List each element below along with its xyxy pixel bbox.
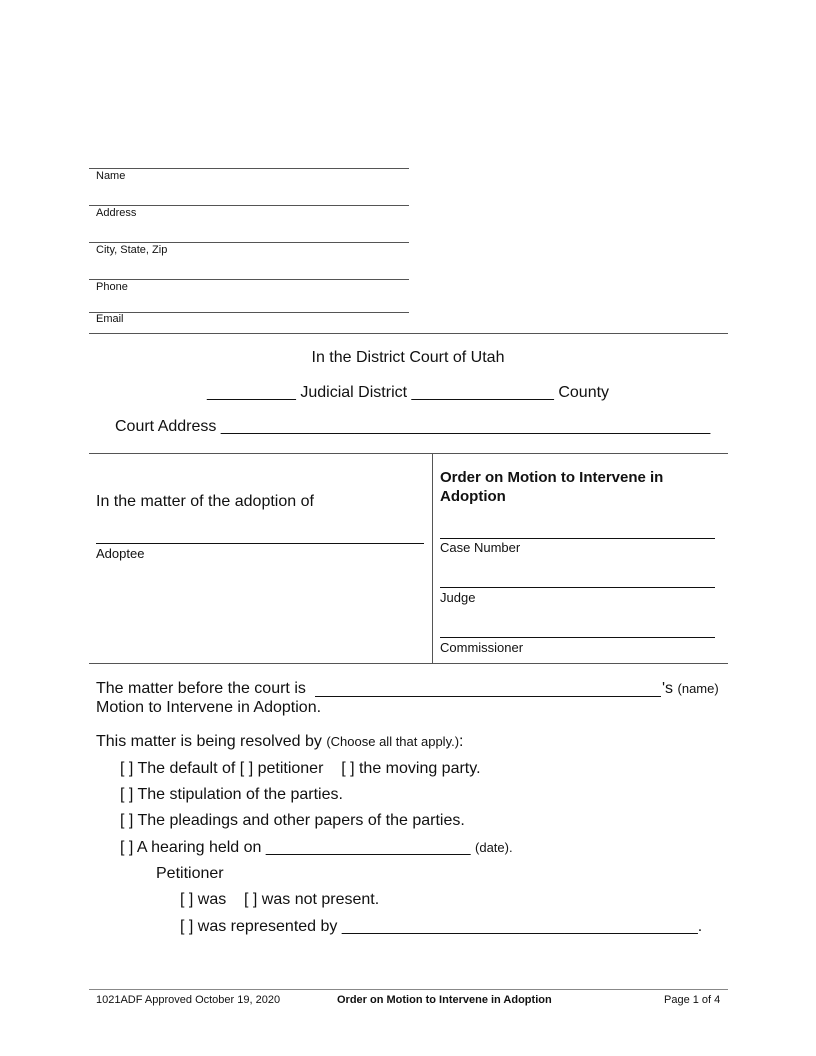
commissioner-label: Commissioner xyxy=(440,640,524,655)
footer-page-number: Page 1 of 4 xyxy=(664,994,721,1006)
adoptee-label: Adoptee xyxy=(96,546,145,561)
date-hint: (date). xyxy=(475,840,513,855)
county-label: County xyxy=(558,384,610,401)
court-address-line xyxy=(115,418,710,436)
possessive-suffix xyxy=(662,680,719,698)
phone-label: Phone xyxy=(96,281,128,293)
judge-blank xyxy=(440,587,715,588)
caption-top-border xyxy=(89,453,728,454)
county-blank: ________________ xyxy=(411,384,554,401)
represented-by-checkbox[interactable]: [ ] was represented by ________________________________________. xyxy=(180,918,703,935)
footer-divider xyxy=(89,989,728,990)
address-label: Address xyxy=(96,207,137,219)
moving-party-checkbox[interactable]: [ ] the moving party. xyxy=(341,760,481,777)
matter-before-label: The matter before the court is xyxy=(96,680,306,697)
address-line xyxy=(89,205,409,206)
resolved-by-line xyxy=(96,733,464,751)
name-hint: (name) xyxy=(677,681,719,696)
was-not-checkbox[interactable]: [ ] was not present. xyxy=(244,891,380,908)
movant-name-blank xyxy=(315,696,661,697)
was-checkbox[interactable]: [ ] was xyxy=(180,891,227,908)
footer-form-title: Order on Motion to Intervene in Adoption xyxy=(337,994,552,1006)
commissioner-blank xyxy=(440,637,715,638)
petitioner-label: Petitioner xyxy=(156,865,224,882)
email-line xyxy=(89,312,409,313)
option-default[interactable] xyxy=(120,760,481,778)
caption-bottom-border xyxy=(89,663,728,664)
court-address-label: Court Address xyxy=(115,418,217,435)
caption-divider xyxy=(432,453,433,663)
choose-hint: (Choose all that apply.) xyxy=(326,734,460,749)
district-county-line xyxy=(0,384,816,402)
adoption-matter-label: In the matter of the adoption of xyxy=(96,493,314,510)
colon: : xyxy=(459,733,464,750)
presence-options[interactable] xyxy=(180,891,379,909)
footer-form-id: 1021ADF Approved October 19, 2020 xyxy=(96,994,281,1006)
court-address-blank: _______________________________________________________ xyxy=(220,418,711,435)
pleadings-checkbox[interactable]: [ ] The pleadings and other papers of the parties. xyxy=(120,812,465,829)
name-label: Name xyxy=(96,170,126,182)
phone-line xyxy=(89,279,409,280)
name-line xyxy=(89,168,409,169)
court-title: In the District Court of Utah xyxy=(311,349,505,366)
case-number-label: Case Number xyxy=(440,540,521,555)
email-label: Email xyxy=(96,313,124,325)
judge-label: Judge xyxy=(440,590,476,605)
motion-line: Motion to Intervene in Adoption. xyxy=(96,699,322,716)
hearing-checkbox[interactable]: [ ] A hearing held on _______________________ xyxy=(120,839,471,856)
city-line xyxy=(89,242,409,243)
header-divider xyxy=(89,333,728,334)
district-label: Judicial District xyxy=(300,384,408,401)
resolved-by-label: This matter is being resolved by xyxy=(96,733,322,750)
possessive: 's xyxy=(662,680,674,697)
district-blank: __________ xyxy=(206,384,296,401)
city-state-zip-label: City, State, Zip xyxy=(96,244,168,256)
order-title: Order on Motion to Intervene in Adoption xyxy=(440,469,664,505)
adoptee-blank xyxy=(96,543,424,544)
stipulation-checkbox[interactable]: [ ] The stipulation of the parties. xyxy=(120,786,343,803)
option-hearing[interactable] xyxy=(120,839,513,857)
default-checkbox[interactable]: [ ] The default of xyxy=(120,760,236,777)
petitioner-checkbox[interactable]: [ ] petitioner xyxy=(239,760,324,777)
case-number-blank xyxy=(440,538,715,539)
